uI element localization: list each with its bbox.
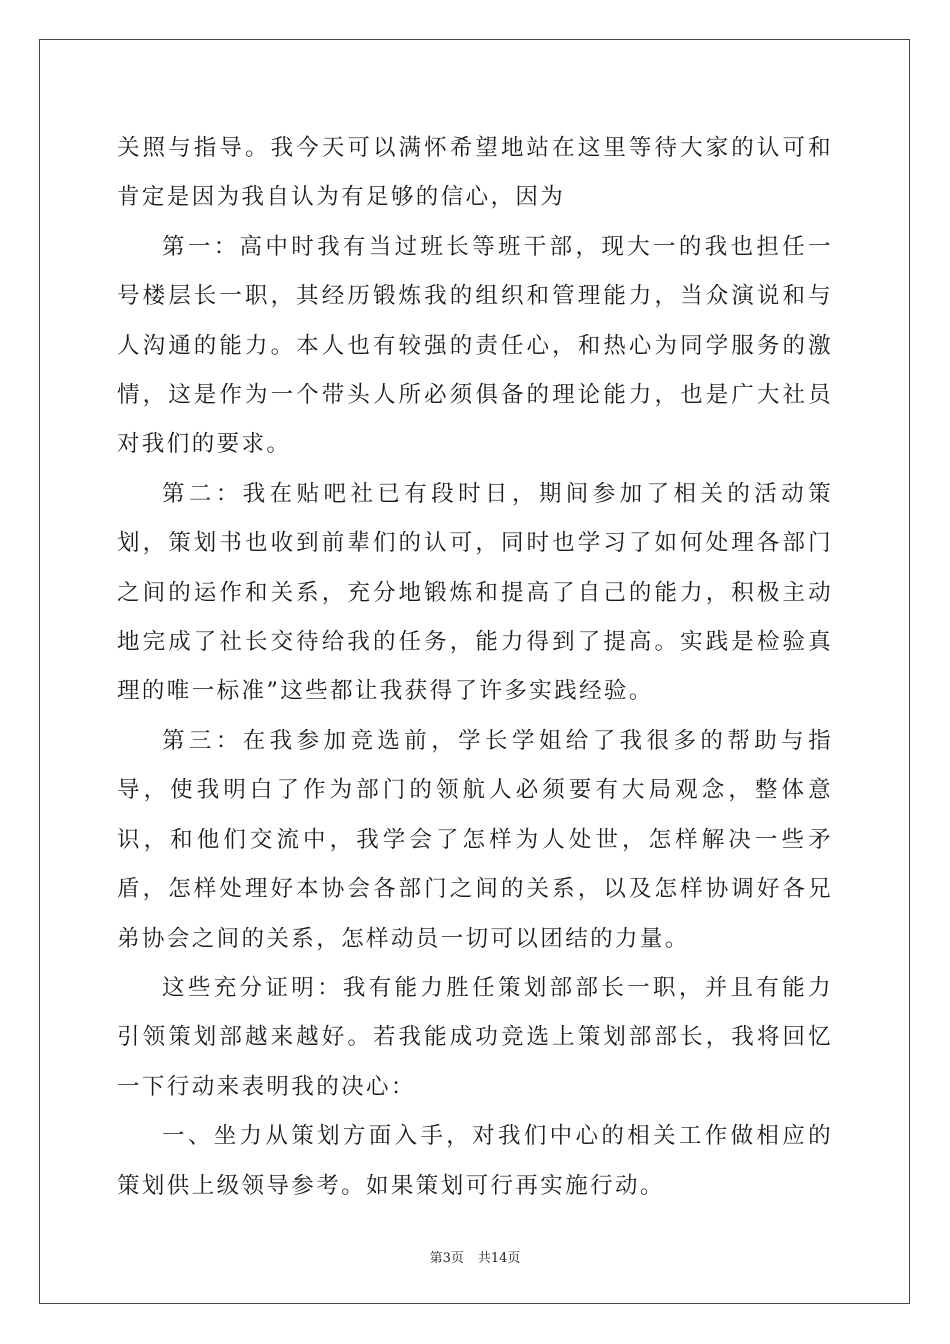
total-pages: 共14页 bbox=[477, 1251, 521, 1266]
paragraph-4: 第三：在我参加竞选前，学长学姐给了我很多的帮助与指导，使我明白了作为部门的领航人必须要有大局观念，整体意识，和他们交流中，我学会了怎样为人处世，怎样解决一些矛盾，怎样处理好本协会各部门之间的关系，以及怎样协调好各兄弟协会之间的关系，怎样动员一切可以团结的力量。 bbox=[117, 727, 833, 952]
paragraph-2: 第一：高中时我有当过班长等班干部，现大一的我也担任一号楼层长一职，其经历锻炼我的组织和管理能力，当众演说和与人沟通的能力。本人也有较强的责任心，和热心为同学服务的激情，这是作为一个带头人所必须俱备的理论能力，也是广大社员对我们的要求。 bbox=[117, 233, 833, 458]
paragraph-6: 一、坐力从策划方面入手，对我们中心的相关工作做相应的策划供上级领导参考。如果策划可行再实施行动。 bbox=[117, 1123, 833, 1199]
page-number: 第3页 bbox=[429, 1251, 464, 1266]
paragraph-1: 关照与指导。我今天可以满怀希望地站在这里等待大家的认可和肯定是因为我自认为有足够的信心，因为 bbox=[117, 135, 833, 211]
paragraph-5: 这些充分证明：我有能力胜任策划部部长一职，并且有能力引领策划部越来越好。若我能成功竞选上策划部部长，我将回忆一下行动来表明我的决心： bbox=[117, 974, 833, 1100]
page-footer bbox=[0, 1247, 950, 1266]
document-body bbox=[117, 124, 833, 1211]
paragraph-3: 第二：我在贴吧社已有段时日，期间参加了相关的活动策划，策划书也收到前辈们的认可，同时也学习了如何处理各部门之间的运作和关系，充分地锻炼和提高了自己的能力，积极主动地完成了社长交待给我的任务，能力得到了提高。实践是检验真理的唯一标准”这些都让我获得了许多实践经验。 bbox=[117, 480, 833, 705]
